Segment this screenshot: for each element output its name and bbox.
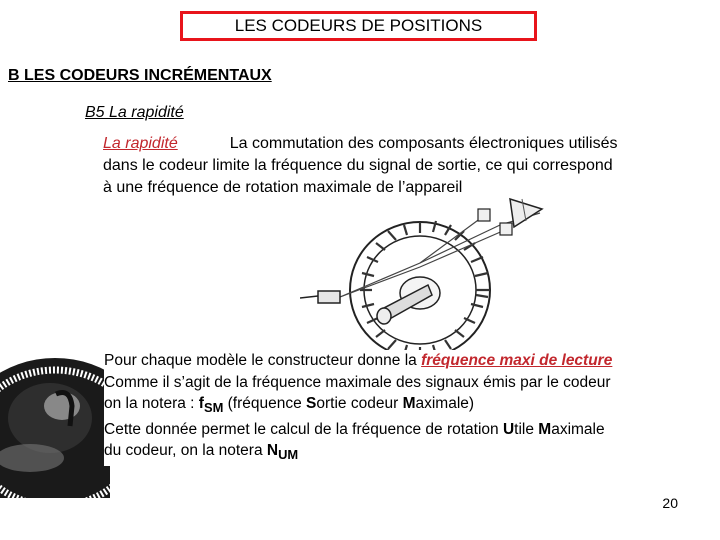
slide-title: LES CODEURS DE POSITIONS	[234, 16, 483, 35]
encoder-disc-photo	[0, 348, 110, 498]
para2-intro: Pour chaque modèle le constructeur donne la	[104, 352, 422, 369]
paragraph-frequence: Pour chaque modèle le constructeur donne la fréquence maxi de lecture Comme il s’agit de la fréquence maximale des signaux émis par le codeur on la notera : $f_{SM}$ (fréquence Sortie codeur Maximale) Cette donnée permet le calcul de la fréquence de rotation Utile Maximale du codeur, on la notera $N_{UM}$	[104, 350, 628, 466]
page-number: 20	[662, 495, 678, 511]
subsection-heading: B5 La rapidité	[85, 104, 184, 121]
fsm-symbol: $f_{SM}$	[198, 395, 224, 416]
section-heading: B LES CODEURS INCRÉMENTAUX	[8, 67, 272, 84]
paragraph-commutation-text: La commutation des composants électroniques utilisés dans le codeur limite la fréquence du signal de sortie, ce qui correspond à une fréquence de rotation maximale de l’appareil	[103, 135, 618, 196]
para2-line2: Comme il s’agit de la fréquence maximale des signaux émis par le codeur on la notera :	[104, 373, 611, 412]
num-symbol: $N_{UM}$	[266, 442, 299, 463]
term-rapidite: La rapidité	[103, 135, 178, 152]
slide-title-box	[180, 11, 537, 41]
encoder-disc-diagram	[300, 185, 570, 360]
term-frequence-maxi: fréquence maxi de lecture	[421, 352, 613, 369]
para2-line3: Cette donnée permet le calcul de la fréquence de rotation	[104, 420, 503, 438]
